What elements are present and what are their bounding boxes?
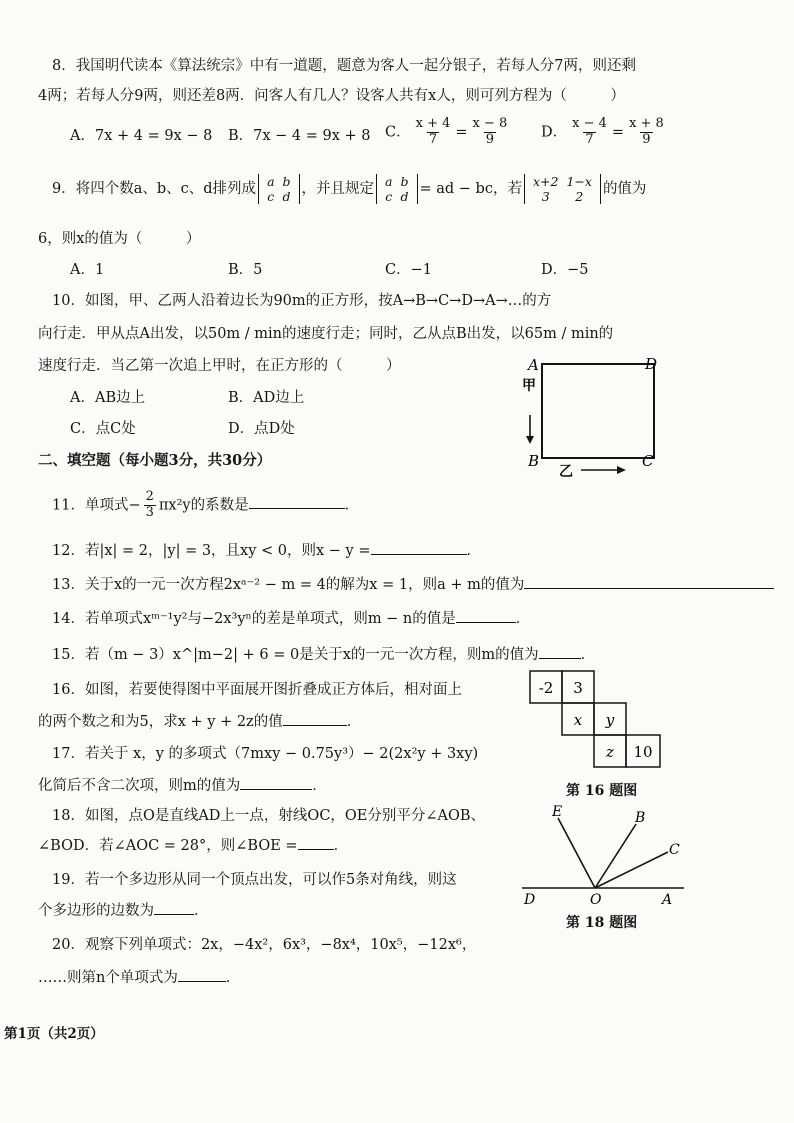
q10-option-a: A．AB边上 <box>70 390 146 406</box>
q10-line1: 10．如图，甲、乙两人沿着边长为90m的正方形，按A→B→C→D→A→…的方 <box>52 293 552 309</box>
cell-value: -2 <box>538 679 554 697</box>
determinant: a b c d <box>258 174 299 204</box>
cell-value: x <box>573 711 583 729</box>
page-footer: 第1页（共2页） <box>4 1026 104 1042</box>
q9-line1: 9．将四个数a、b、c、d排列成 a b c d ，并且规定 a b c d = ad − bc，若 x+2 1−x 3 2 的值为 <box>52 174 647 204</box>
q8-option-d: D． $\frac{x - 4}{7}$ = $\frac{x + 8}{9}$ <box>541 116 664 147</box>
ray-oe <box>558 818 595 888</box>
answer-blank[interactable] <box>154 914 194 915</box>
q9-option-d: D．−5 <box>541 262 589 278</box>
q8-option-a: A．7x + 4 = 9x − 8 <box>70 128 213 144</box>
q11: 11．单项式− $\frac{2}{3}$ πx²y的系数是 ． <box>52 489 360 520</box>
q9-option-a: A．1 <box>70 262 105 278</box>
q8-option-c: C． $\frac{x + 4}{7}$ = $\frac{x - 8}{9}$ <box>385 116 508 147</box>
cell-value: z <box>606 743 614 761</box>
label-c: C <box>642 452 654 470</box>
answer-blank[interactable] <box>249 508 345 509</box>
fraction: $\frac{x - 8}{9}$ <box>472 116 508 147</box>
q10-square-figure <box>515 350 675 480</box>
q16-line1: 16．如图，若要使得图中平面展开图折叠成正方体后，相对面上 <box>52 682 462 698</box>
label-d: D <box>645 355 658 373</box>
answer-blank[interactable] <box>456 622 516 623</box>
q8-line1: 8．我国明代读本《算法统宗》中有一道题，题意为客人一起分银子，若每人分7两，则还剩 <box>52 58 636 74</box>
label-a: A <box>528 356 539 374</box>
q8-line2: 4两；若每人分9两，则还差8两．问客人有几人？设客人共有x人，则可列方程为（ ） <box>38 88 625 104</box>
q20-line2: ……则第n个单项式为 ． <box>38 970 241 986</box>
answer-blank[interactable] <box>539 658 581 659</box>
label-e: E <box>552 804 563 820</box>
determinant: a b c d <box>376 174 417 204</box>
q16-cube-net-figure <box>528 668 668 772</box>
q17-line2: 化简后不含二次项，则m的值为 ． <box>38 778 327 794</box>
cell-value: y <box>605 711 615 729</box>
q14: 14．若单项式xᵐ⁻¹y²与−2x³yⁿ的差是单项式，则m − n的值是 ． <box>52 611 531 627</box>
label-a: A <box>662 892 673 908</box>
answer-blank[interactable] <box>371 554 467 555</box>
q9-option-c: C．−1 <box>385 262 432 278</box>
cell-value: 3 <box>573 679 583 697</box>
label-yi: 乙 <box>559 464 573 480</box>
fraction: $\frac{x + 4}{7}$ <box>415 116 451 147</box>
arrow-right-head <box>617 466 626 474</box>
q19-line2: 个多边形的边数为 ． <box>38 903 209 919</box>
square <box>542 364 654 458</box>
q17-line1: 17．若关于 x，y 的多项式（7mxy − 0.75y³）− 2(2x²y + 3xy) <box>52 746 479 762</box>
label-c: C <box>669 842 680 858</box>
q10-option-d: D．点D处 <box>228 421 295 437</box>
label-jia: 甲 <box>522 378 536 394</box>
q16-line2: 的两个数之和为5，求x + y + 2z的值 ． <box>38 714 362 730</box>
q12: 12．若|x| = 2，|y| = 3，且xy < 0，则x − y = ． <box>52 543 482 559</box>
answer-blank[interactable] <box>283 725 347 726</box>
fraction: $\frac{2}{3}$ <box>145 489 154 520</box>
q18-caption: 第 18 题图 <box>566 915 638 931</box>
q16-caption: 第 16 题图 <box>566 783 638 799</box>
arrow-down-head <box>526 436 534 444</box>
q8-option-b: B．7x − 4 = 9x + 8 <box>228 128 371 144</box>
cell-value: 10 <box>633 743 653 761</box>
answer-blank[interactable] <box>524 588 774 589</box>
determinant: x+2 1−x 3 2 <box>524 174 601 204</box>
answer-blank[interactable] <box>240 789 312 790</box>
answer-blank[interactable] <box>298 849 334 850</box>
q10-option-c: C．点C处 <box>70 421 136 437</box>
q9-line2: 6，则x的值为（ ） <box>38 231 201 247</box>
q10-option-b: B．AD边上 <box>228 390 305 406</box>
q15: 15．若（m − 3）x^|m−2| + 6 = 0是关于x的一元一次方程，则m的值为 ． <box>52 647 596 663</box>
fraction: $\frac{x - 4}{7}$ <box>572 116 607 147</box>
section-title: 二、填空题（每小题3分，共30分） <box>38 452 272 469</box>
q19-line1: 19．若一个多边形从同一个顶点出发，可以作5条对角线，则这 <box>52 872 457 888</box>
q18-line1: 18．如图，点O是直线AD上一点，射线OC，OE分别平分∠AOB、 <box>52 808 486 824</box>
q10-line3: 速度行走．当乙第一次追上甲时，在正方形的（ ） <box>38 358 401 374</box>
q9-option-b: B．5 <box>228 262 263 278</box>
q13: 13．关于x的一元一次方程2xᵃ⁻² − m = 4的解为x = 1，则a + m的值为 <box>52 577 774 594</box>
label-b: B <box>635 810 646 826</box>
label-o: O <box>590 892 602 908</box>
q10-line2: 向行走．甲从点A出发，以50m / min的速度行走；同时，乙从点B出发，以65m / min的 <box>38 326 614 342</box>
label-b: B <box>528 452 540 470</box>
fraction: $\frac{x + 8}{9}$ <box>629 116 664 147</box>
answer-blank[interactable] <box>178 981 226 982</box>
q20-line1: 20．观察下列单项式：2x，−4x²，6x³，−8x⁴，10x⁵，−12x⁶， <box>52 937 477 953</box>
label-d: D <box>524 892 536 908</box>
q18-line2: ∠BOD．若∠AOC = 28°，则∠BOE = ． <box>38 838 349 854</box>
q18-angle-figure <box>518 802 688 908</box>
